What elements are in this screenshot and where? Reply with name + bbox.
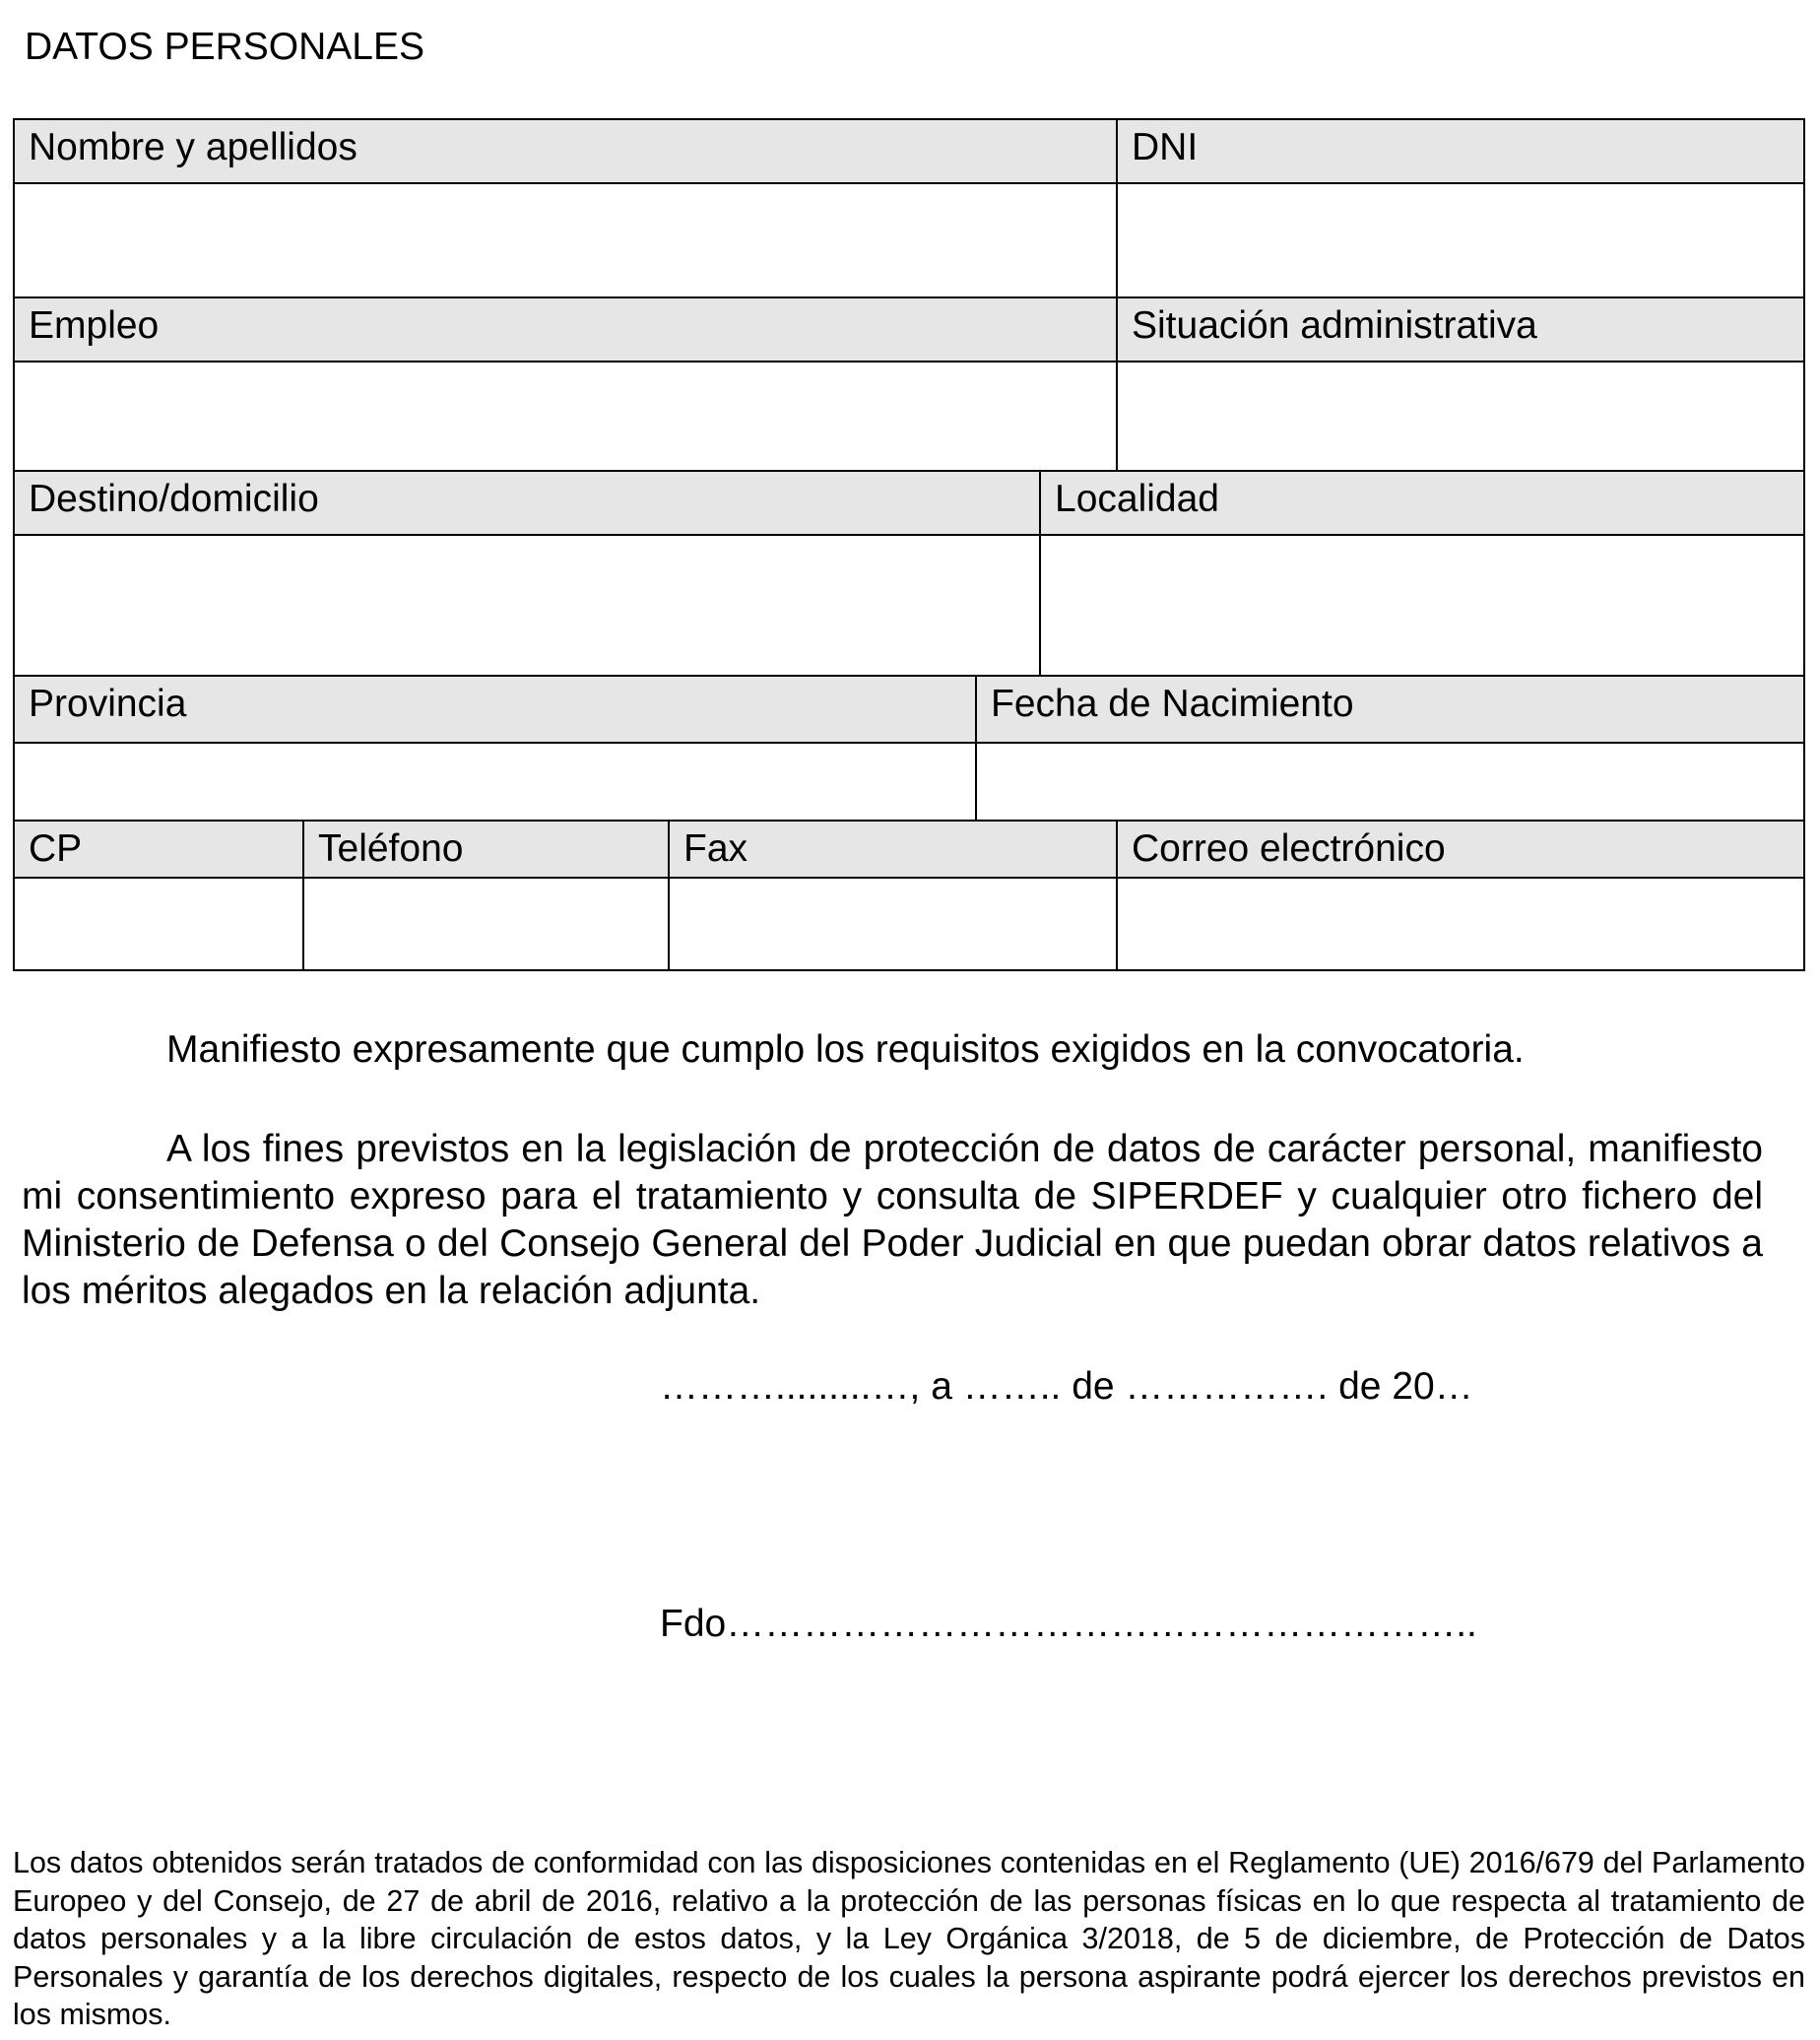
provincia-field[interactable] — [15, 744, 977, 822]
telefono-label: Teléfono — [304, 822, 670, 879]
nombre-field[interactable] — [15, 184, 1118, 298]
requirements-statement: Manifiesto expresamente que cumplo los requisitos exigidos en la convocatoria. — [166, 1028, 1525, 1071]
destino-label: Destino/domicilio — [15, 472, 1041, 536]
destino-field[interactable] — [15, 536, 1041, 677]
fax-field[interactable] — [670, 879, 1118, 969]
personal-data-form — [13, 118, 1805, 971]
provincia-label: Provincia — [15, 677, 977, 744]
fecha-nacimiento-label: Fecha de Nacimiento — [977, 677, 1803, 744]
situacion-label: Situación administrativa — [1118, 298, 1803, 362]
empleo-label: Empleo — [15, 298, 1118, 362]
cp-field[interactable] — [15, 879, 304, 969]
fax-label: Fax — [670, 822, 1118, 879]
signature-line: Fdo………………………………………………….. — [660, 1603, 1477, 1645]
localidad-label: Localidad — [1041, 472, 1803, 536]
nombre-label: Nombre y apellidos — [15, 120, 1118, 184]
cp-label: CP — [15, 822, 304, 879]
correo-field[interactable] — [1118, 879, 1803, 969]
fecha-nacimiento-field[interactable] — [977, 744, 1803, 822]
localidad-field[interactable] — [1041, 536, 1803, 677]
section-title: DATOS PERSONALES — [25, 26, 425, 68]
consent-statement: A los fines previstos en la legislación de protección de datos de carácter personal, manifiesto mi consentimiento expreso para el tratamiento y consulta de SIPERDEF y cualquier otro fichero del Ministerio de Defensa o del Consejo General del Poder Judicial en que puedan obrar datos relativos a los méritos alegados en la relación adjunta. — [22, 1128, 1763, 1312]
dni-field[interactable] — [1118, 184, 1803, 298]
telefono-field[interactable] — [304, 879, 670, 969]
data-protection-note: Los datos obtenidos serán tratados de conformidad con las disposiciones contenidas en el Reglamento (UE) 2016/679 del Parlamento Europeo y del Consejo, de 27 de abril de 2016, relativo a la protección de las personas físicas en lo que respecta al tratamiento de datos personales y a la libre circulación de estos datos, y la Ley Orgánica 3/2018, de 5 de diciembre, de Protección de Datos Personales y garantía de los derechos digitales, respecto de los cuales la persona aspirante podrá ejercer los derechos previstos en los mismos. — [13, 1846, 1805, 2031]
correo-label: Correo electrónico — [1118, 822, 1803, 879]
place-date-line: ……….........…, a …….. de ……………. de 20… — [660, 1365, 1473, 1408]
empleo-field[interactable] — [15, 362, 1118, 472]
dni-label: DNI — [1118, 120, 1803, 184]
situacion-field[interactable] — [1118, 362, 1803, 472]
